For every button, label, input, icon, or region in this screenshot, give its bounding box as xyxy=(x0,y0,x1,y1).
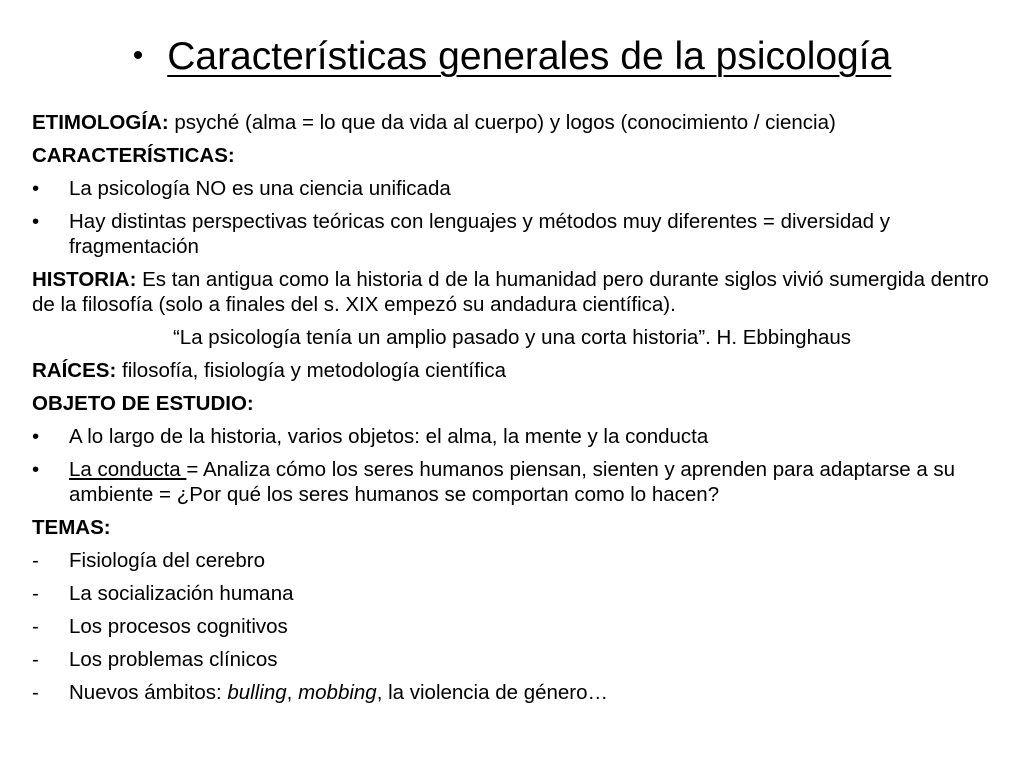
nuevos-ambitos-suffix: , la violencia de género… xyxy=(376,681,609,704)
title-text: Características generales de la psicología xyxy=(167,35,892,78)
raices-line xyxy=(32,358,992,383)
dash-marker: - xyxy=(32,648,39,671)
title-bullet: • xyxy=(132,39,144,72)
historia-text: Es tan antigua como la historia d de la humanidad pero durante siglos vivió sumergida dentro de la filosofía (solo a finales del s. XIX empezó su andadura científica). xyxy=(32,268,989,316)
dash-marker: - xyxy=(32,582,39,605)
conducta-rest: = Analiza cómo los seres humanos piensan, sienten y aprenden para adaptarse a su ambiente = ¿Por qué los seres humanos se comportan como lo hacen? xyxy=(69,458,956,506)
etimologia-line xyxy=(32,110,992,135)
raices-text: filosofía, fisiología y metodología científica xyxy=(116,359,507,382)
temas-item-text xyxy=(69,680,992,705)
temas-item-3 xyxy=(32,614,992,639)
objeto-item-2 xyxy=(32,457,992,507)
slide-content xyxy=(32,110,992,713)
nuevos-ambitos-prefix: Nuevos ámbitos: xyxy=(69,681,228,704)
conducta-underlined: La conducta xyxy=(69,458,187,481)
temas-item-4 xyxy=(32,647,992,672)
historia-quote: “La psicología tenía un amplio pasado y una corta historia”. H. Ebbinghaus xyxy=(172,326,852,349)
etimologia-text: psyché (alma = lo que da vida al cuerpo) y logos (conocimiento / ciencia) xyxy=(168,111,836,134)
objeto-label: OBJETO DE ESTUDIO: xyxy=(32,392,254,415)
objeto-item-text: A lo largo de la historia, varios objetos: el alma, la mente y la conducta xyxy=(69,425,709,448)
term-separator: , xyxy=(286,681,299,704)
objeto-item-1 xyxy=(32,424,992,449)
objeto-item-text xyxy=(69,457,992,507)
bullet-marker: • xyxy=(32,458,40,481)
caracteristicas-item-text: La psicología NO es una ciencia unificada xyxy=(69,177,451,200)
slide-title xyxy=(0,30,1024,83)
historia-line xyxy=(32,267,992,317)
temas-item-5 xyxy=(32,680,992,705)
historia-label: HISTORIA: xyxy=(32,268,137,291)
temas-item-2 xyxy=(32,581,992,606)
bullet-marker: • xyxy=(32,425,40,448)
bullet-marker: • xyxy=(32,210,40,233)
caracteristicas-item-1 xyxy=(32,176,992,201)
bulling-term: bulling xyxy=(227,681,287,704)
dash-marker: - xyxy=(32,681,39,704)
etimologia-label: ETIMOLOGÍA: xyxy=(32,111,169,134)
temas-item-text: Fisiología del cerebro xyxy=(69,549,265,572)
dash-marker: - xyxy=(32,549,39,572)
dash-marker: - xyxy=(32,615,39,638)
raices-label: RAÍCES: xyxy=(32,359,117,382)
temas-item-text: Los problemas clínicos xyxy=(69,648,278,671)
temas-item-1 xyxy=(32,548,992,573)
bullet-marker: • xyxy=(32,177,40,200)
temas-label: TEMAS: xyxy=(32,516,111,539)
temas-item-text: Los procesos cognitivos xyxy=(69,615,288,638)
caracteristicas-item-text: Hay distintas perspectivas teóricas con lenguajes y métodos muy diferentes = diversidad y fragmentación xyxy=(69,210,890,258)
mobbing-term: mobbing xyxy=(298,681,377,704)
temas-item-text: La socialización humana xyxy=(69,582,294,605)
caracteristicas-label: CARACTERÍSTICAS: xyxy=(32,144,235,167)
caracteristicas-item-2 xyxy=(32,209,992,259)
